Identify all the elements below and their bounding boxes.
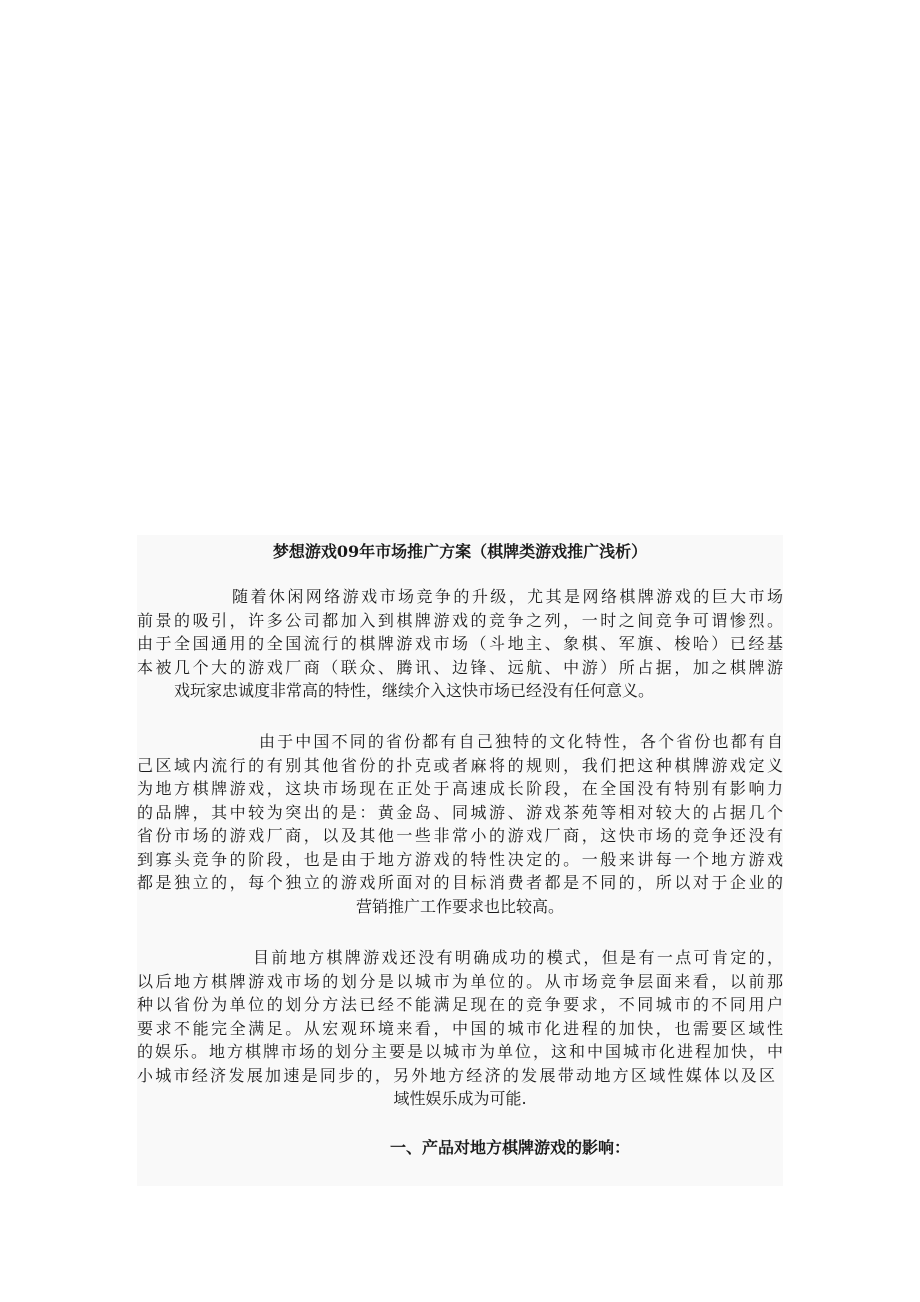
- paragraph-line: 随着休闲网络游戏市场竞争的升级，尤其是网络棋牌游戏的巨大市场: [232, 587, 783, 606]
- paragraph-line: 由于中国不同的省份都有自己独特的文化特性，各个省份也都有自: [259, 732, 783, 751]
- paragraph-3: [137, 946, 783, 1111]
- paragraph-line: 到寡头竞争的阶段，也是由于地方游戏的特性决定的。一般来讲每一个地方游戏: [137, 849, 783, 869]
- paragraph-line: 戏玩家忠诚度非常高的特性，继续介入这快市场已经没有任何意义。: [174, 681, 655, 700]
- paragraph-line: 为地方棋牌游戏，这块市场现在正处于高速成长阶段，在全国没有特别有影响力: [137, 779, 783, 798]
- paragraph-2: [137, 730, 783, 918]
- paragraph-line: 域性娱乐成为可能.: [393, 1089, 527, 1108]
- paragraph-line: 的品牌，其中较为突出的是：黄金岛、同城游、游戏茶苑等相对较大的占据几个: [137, 802, 783, 822]
- paragraph-line: 省份市场的游戏厂商，以及其他一些非常小的游戏厂商，这快市场的竞争还没有: [137, 826, 783, 845]
- document-content-area: [137, 535, 783, 1186]
- paragraph-line: 要求不能完全满足。从宏观环境来看，中国的城市化进程的加快，也需要区域性: [137, 1018, 783, 1038]
- paragraph-line: 以后地方棋牌游戏市场的划分是以城市为单位的。从市场竞争层面来看，以前那: [137, 971, 783, 991]
- paragraph-line: 目前地方棋牌游戏还没有明确成功的模式，但是有一点可肯定的，: [253, 948, 783, 967]
- document-title: 梦想游戏09年市场推广方案（棋牌类游戏推广浅析）: [272, 542, 648, 561]
- paragraph-line: 种以省份为单位的划分方法已经不能满足现在的竞争要求，不同城市的不同用户: [137, 995, 783, 1014]
- paragraph-line: 的娱乐。地方棋牌市场的划分主要是以城市为单位，这和中国城市化进程加快，中: [137, 1042, 783, 1061]
- paragraph-line: 都是独立的，每个独立的游戏所面对的目标消费者都是不同的，所以对于企业的: [137, 873, 783, 892]
- paragraph-line: 营销推广工作要求也比较高。: [355, 896, 564, 916]
- paragraph-1: [137, 585, 783, 703]
- paragraph-line: 本被几个大的游戏厂商（联众、腾讯、边锋、远航、中游）所占据，加之棋牌游: [137, 657, 783, 677]
- paragraph-line: 前景的吸引，许多公司都加入到棋牌游戏的竞争之列，一时之间竞争可谓惨烈。: [137, 610, 783, 630]
- paragraph-line: 己区域内流行的有别其他省份的扑克或者麻将的规则，我们把这种棋牌游戏定义: [137, 755, 783, 775]
- paragraph-line: 小城市经济发展加速是同步的，另外地方经济的发展带动地方区域性媒体以及区: [137, 1065, 775, 1085]
- paragraph-line: 由于全国通用的全国流行的棋牌游戏市场（斗地主、象棋、军旗、梭哈）已经基: [137, 634, 783, 653]
- section-heading: 一、产品对地方棋牌游戏的影响：: [389, 1138, 630, 1157]
